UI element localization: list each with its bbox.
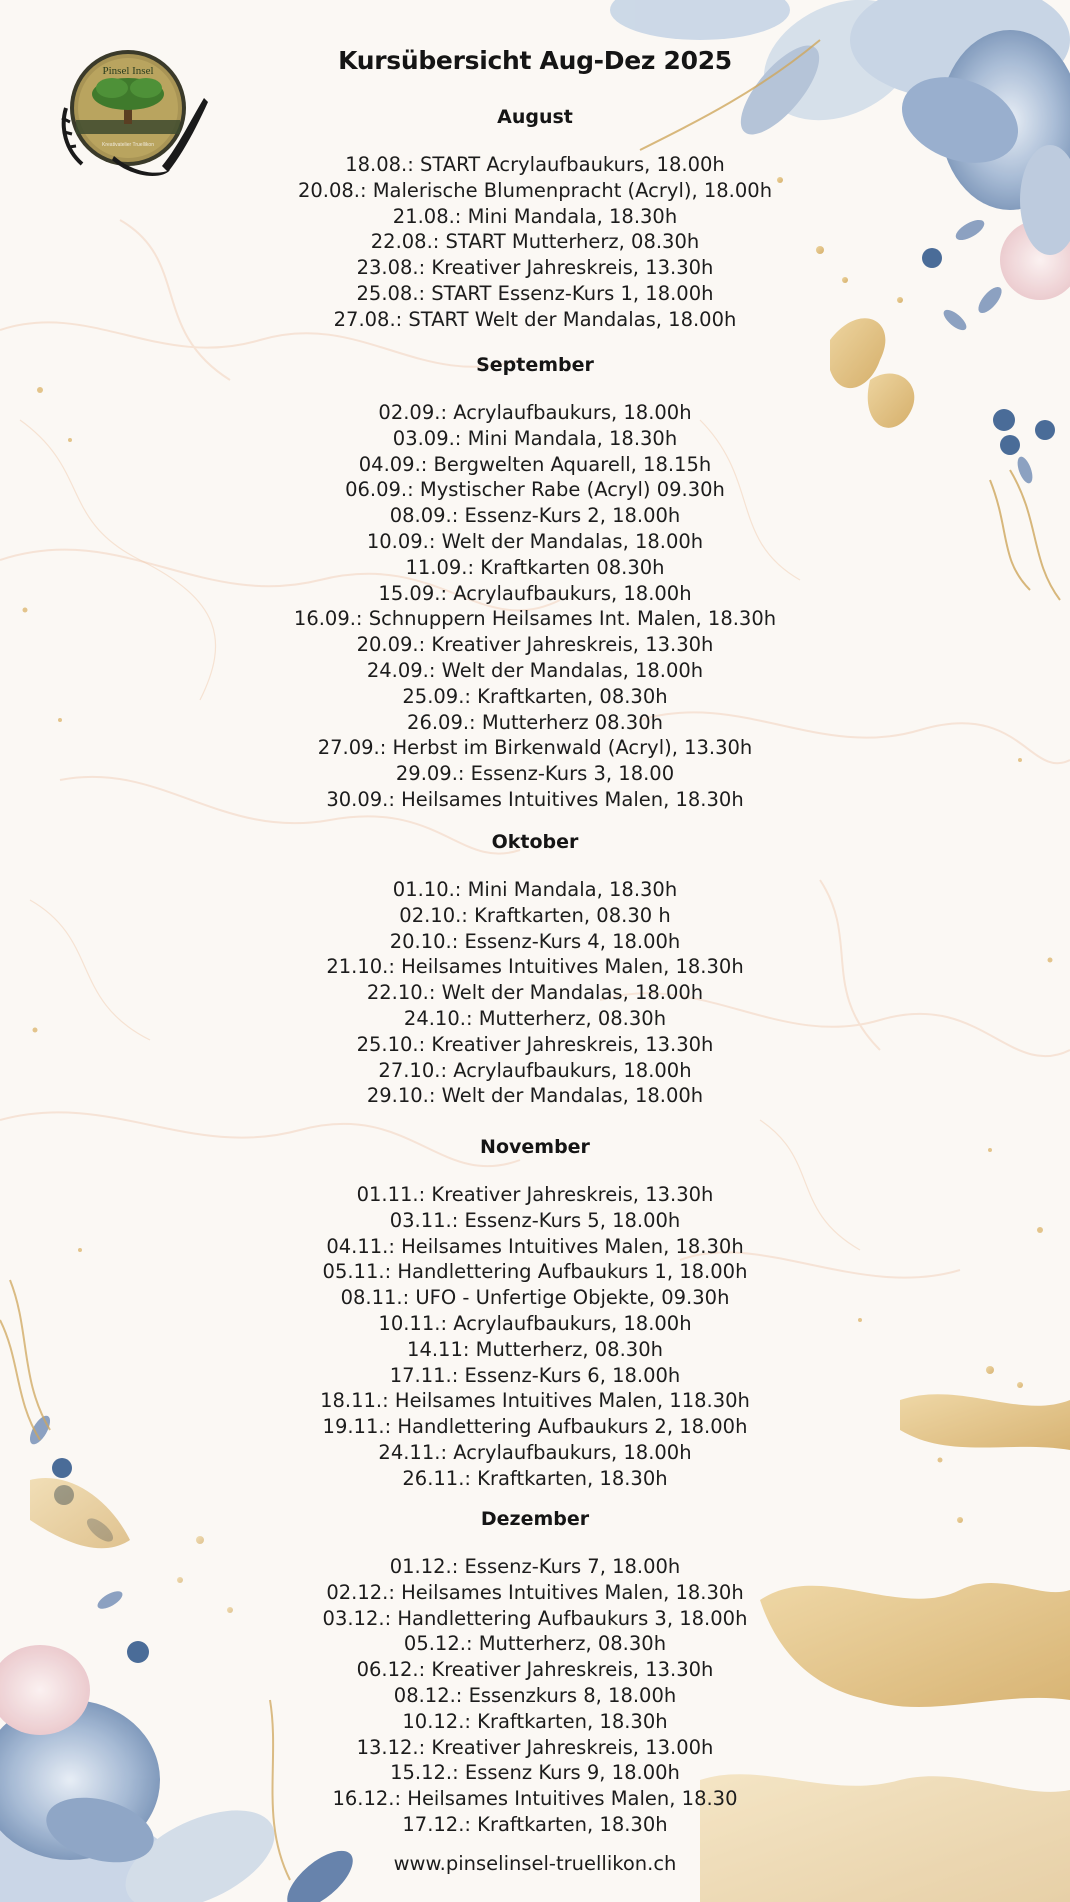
event-item: 08.11.: UFO - Unfertige Objekte, 09.30h [340, 1286, 730, 1310]
event-item: 21.10.: Heilsames Intuitives Malen, 18.30h [326, 955, 744, 979]
month-section-november [0, 1132, 1070, 1492]
event-item: 03.09.: Mini Mandala, 18.30h [392, 426, 678, 450]
event-item: 11.09.: Kraftkarten 08.30h [405, 555, 665, 579]
month-heading: November [480, 1136, 590, 1158]
event-item: 25.08.: START Essenz-Kurs 1, 18.00h [356, 281, 714, 305]
page-title: Kursübersicht Aug-Dez 2025 [338, 46, 732, 75]
month-heading: September [476, 354, 594, 376]
svg-text:Pinsel Insel: Pinsel Insel [102, 65, 154, 77]
event-item: 04.11.: Heilsames Intuitives Malen, 18.30h [326, 1234, 744, 1258]
event-item: 17.11.: Essenz-Kurs 6, 18.00h [389, 1363, 681, 1387]
month-section-oktober [0, 827, 1070, 1109]
event-item: 24.11.: Acrylaufbaukurs, 18.00h [378, 1440, 692, 1464]
event-item: 10.12.: Kraftkarten, 18.30h [402, 1709, 668, 1733]
event-list [0, 1554, 1070, 1838]
event-item: 02.12.: Heilsames Intuitives Malen, 18.30h [326, 1580, 744, 1604]
event-item: 24.10.: Mutterherz, 08.30h [403, 1006, 667, 1030]
event-item: 22.10.: Welt der Mandalas, 18.00h [366, 981, 704, 1005]
event-item: 20.08.: Malerische Blumenpracht (Acryl), 18.00h [297, 178, 773, 202]
event-item: 27.08.: START Welt der Mandalas, 18.00h [333, 307, 737, 331]
event-item: 05.11.: Handlettering Aufbaukurs 1, 18.00h [322, 1260, 748, 1284]
event-item: 01.10.: Mini Mandala, 18.30h [392, 878, 678, 901]
event-item: 06.09.: Mystischer Rabe (Acryl) 09.30h [345, 478, 725, 502]
event-item: 27.10.: Acrylaufbaukurs, 18.00h [378, 1058, 692, 1082]
month-heading: Oktober [491, 831, 579, 853]
event-item: 02.09.: Acrylaufbaukurs, 18.00h [378, 401, 692, 424]
event-item: 02.10.: Kraftkarten, 08.30 h [399, 903, 671, 927]
event-item: 08.09.: Essenz-Kurs 2, 18.00h [389, 504, 681, 528]
event-item: 26.11.: Kraftkarten, 18.30h [402, 1466, 668, 1490]
event-item: 25.10.: Kreativer Jahreskreis, 13.30h [356, 1032, 714, 1056]
event-item: 15.09.: Acrylaufbaukurs, 18.00h [378, 581, 692, 605]
event-item: 26.09.: Mutterherz 08.30h [407, 710, 663, 734]
month-section-dezember [0, 1504, 1070, 1838]
event-item: 20.09.: Kreativer Jahreskreis, 13.30h [356, 633, 714, 657]
event-item: 29.09.: Essenz-Kurs 3, 18.00 [395, 762, 675, 786]
month-heading: Dezember [480, 1508, 590, 1530]
month-section-august [0, 102, 1070, 333]
month-heading: August [497, 106, 573, 128]
event-item: 05.12.: Mutterherz, 08.30h [403, 1632, 667, 1656]
event-item: 06.12.: Kreativer Jahreskreis, 13.30h [356, 1658, 714, 1682]
event-item: 23.08.: Kreativer Jahreskreis, 13.30h [356, 256, 714, 280]
website-link[interactable]: www.pinselinsel-truellikon.ch [393, 1852, 677, 1875]
event-item: 20.10.: Essenz-Kurs 4, 18.00h [389, 929, 681, 953]
event-item: 03.11.: Essenz-Kurs 5, 18.00h [389, 1208, 681, 1232]
event-list [0, 152, 1070, 333]
event-item: 29.10.: Welt der Mandalas, 18.00h [366, 1084, 704, 1108]
event-item: 01.12.: Essenz-Kurs 7, 18.00h [389, 1555, 681, 1578]
event-item: 16.12.: Heilsames Intuitives Malen, 18.30 [332, 1787, 738, 1811]
event-item: 19.11.: Handlettering Aufbaukurs 2, 18.00h [322, 1415, 748, 1439]
event-item: 01.11.: Kreativer Jahreskreis, 13.30h [356, 1183, 714, 1206]
event-item: 04.09.: Bergwelten Aquarell, 18.15h [358, 452, 712, 476]
event-item: 21.08.: Mini Mandala, 18.30h [392, 204, 678, 228]
event-item: 13.12.: Kreativer Jahreskreis, 13.00h [356, 1735, 714, 1759]
event-list [0, 877, 1070, 1109]
event-item: 10.11.: Acrylaufbaukurs, 18.00h [378, 1311, 692, 1335]
event-item: 17.12.: Kraftkarten, 18.30h [402, 1812, 668, 1836]
event-list [0, 400, 1070, 813]
event-item: 14.11: Mutterherz, 08.30h [407, 1337, 663, 1361]
event-item: 18.08.: START Acrylaufbaukurs, 18.00h [345, 153, 725, 176]
event-list [0, 1182, 1070, 1492]
event-item: 03.12.: Handlettering Aufbaukurs 3, 18.00h [322, 1606, 748, 1630]
month-section-september [0, 350, 1070, 813]
event-item: 22.08.: START Mutterherz, 08.30h [370, 230, 700, 254]
event-item: 27.09.: Herbst im Birkenwald (Acryl), 13.30h [317, 736, 753, 760]
event-item: 24.09.: Welt der Mandalas, 18.00h [366, 658, 704, 682]
event-item: 25.09.: Kraftkarten, 08.30h [402, 684, 668, 708]
event-item: 08.12.: Essenzkurs 8, 18.00h [393, 1683, 677, 1707]
event-item: 18.11.: Heilsames Intuitives Malen, 118.30h [320, 1389, 750, 1413]
event-item: 10.09.: Welt der Mandalas, 18.00h [366, 529, 704, 553]
event-item: 16.09.: Schnuppern Heilsames Int. Malen, 18.30h [293, 607, 777, 631]
svg-text:Kreativatelier Truellikon: Kreativatelier Truellikon [102, 142, 154, 148]
event-item: 15.12.: Essenz Kurs 9, 18.00h [390, 1761, 680, 1785]
event-item: 30.09.: Heilsames Intuitives Malen, 18.30h [326, 787, 744, 811]
